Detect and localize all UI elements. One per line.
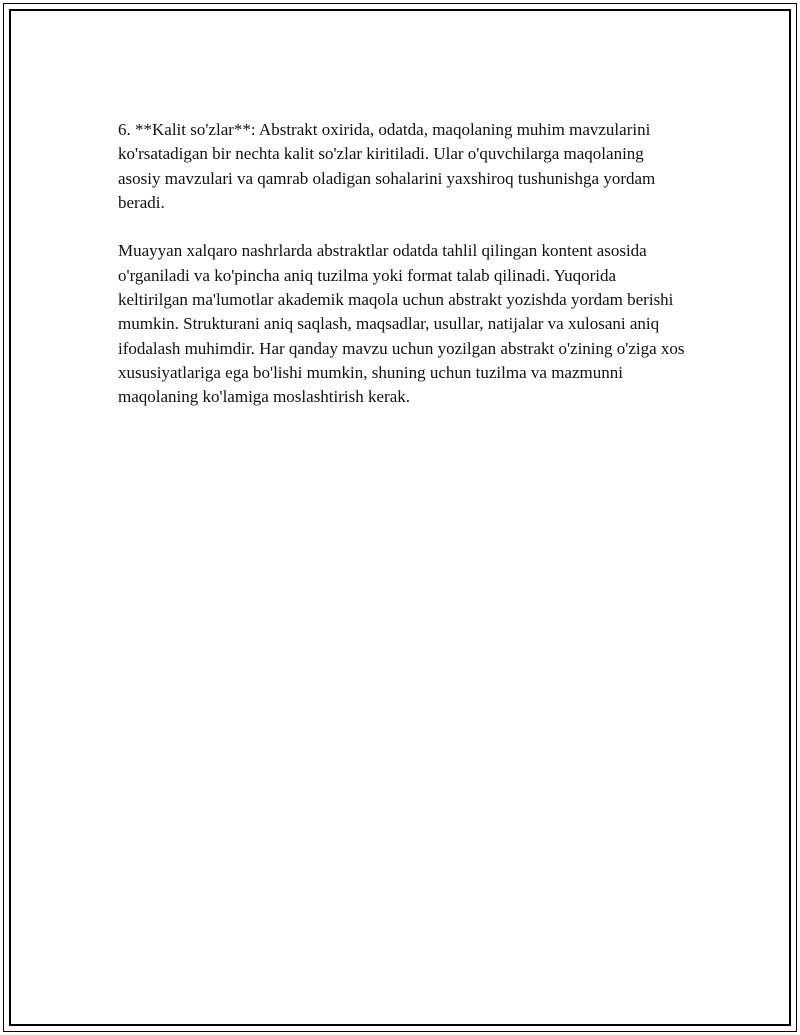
paragraph-keywords: 6. **Kalit so'zlar**: Abstrakt oxirida, odatda, maqolaning muhim mavzularini ko'rsatadigan bir nechta kalit so'zlar kiritiladi. Ular o'quvchilarga maqolaning asosiy mavzulari va qamrab oladigan sohalarini yaxshiroq tushunishga yordam beradi. (118, 120, 656, 212)
document-body (118, 118, 688, 410)
paragraph-summary: Muayyan xalqaro nashrlarda abstraktlar odatda tahlil qilingan kontent asosida o'rganiladi va ko'pincha aniq tuzilma yoki format talab qilinadi. Yuqorida keltirilgan ma'lumotlar akademik maqola uchun abstrakt yozishda yordam berishi mumkin. Strukturani aniq saqlash, maqsadlar, usullar, natijalar va xulosani aniq ifodalash muhimdir. Har qanday mavzu uchun yozilgan abstrakt o'zining o'ziga xos xususiyatlariga ega bo'lishi mumkin, shuning uchun tuzilma va mazmunni maqolaning ko'lamiga moslashtirish kerak. (118, 241, 685, 407)
